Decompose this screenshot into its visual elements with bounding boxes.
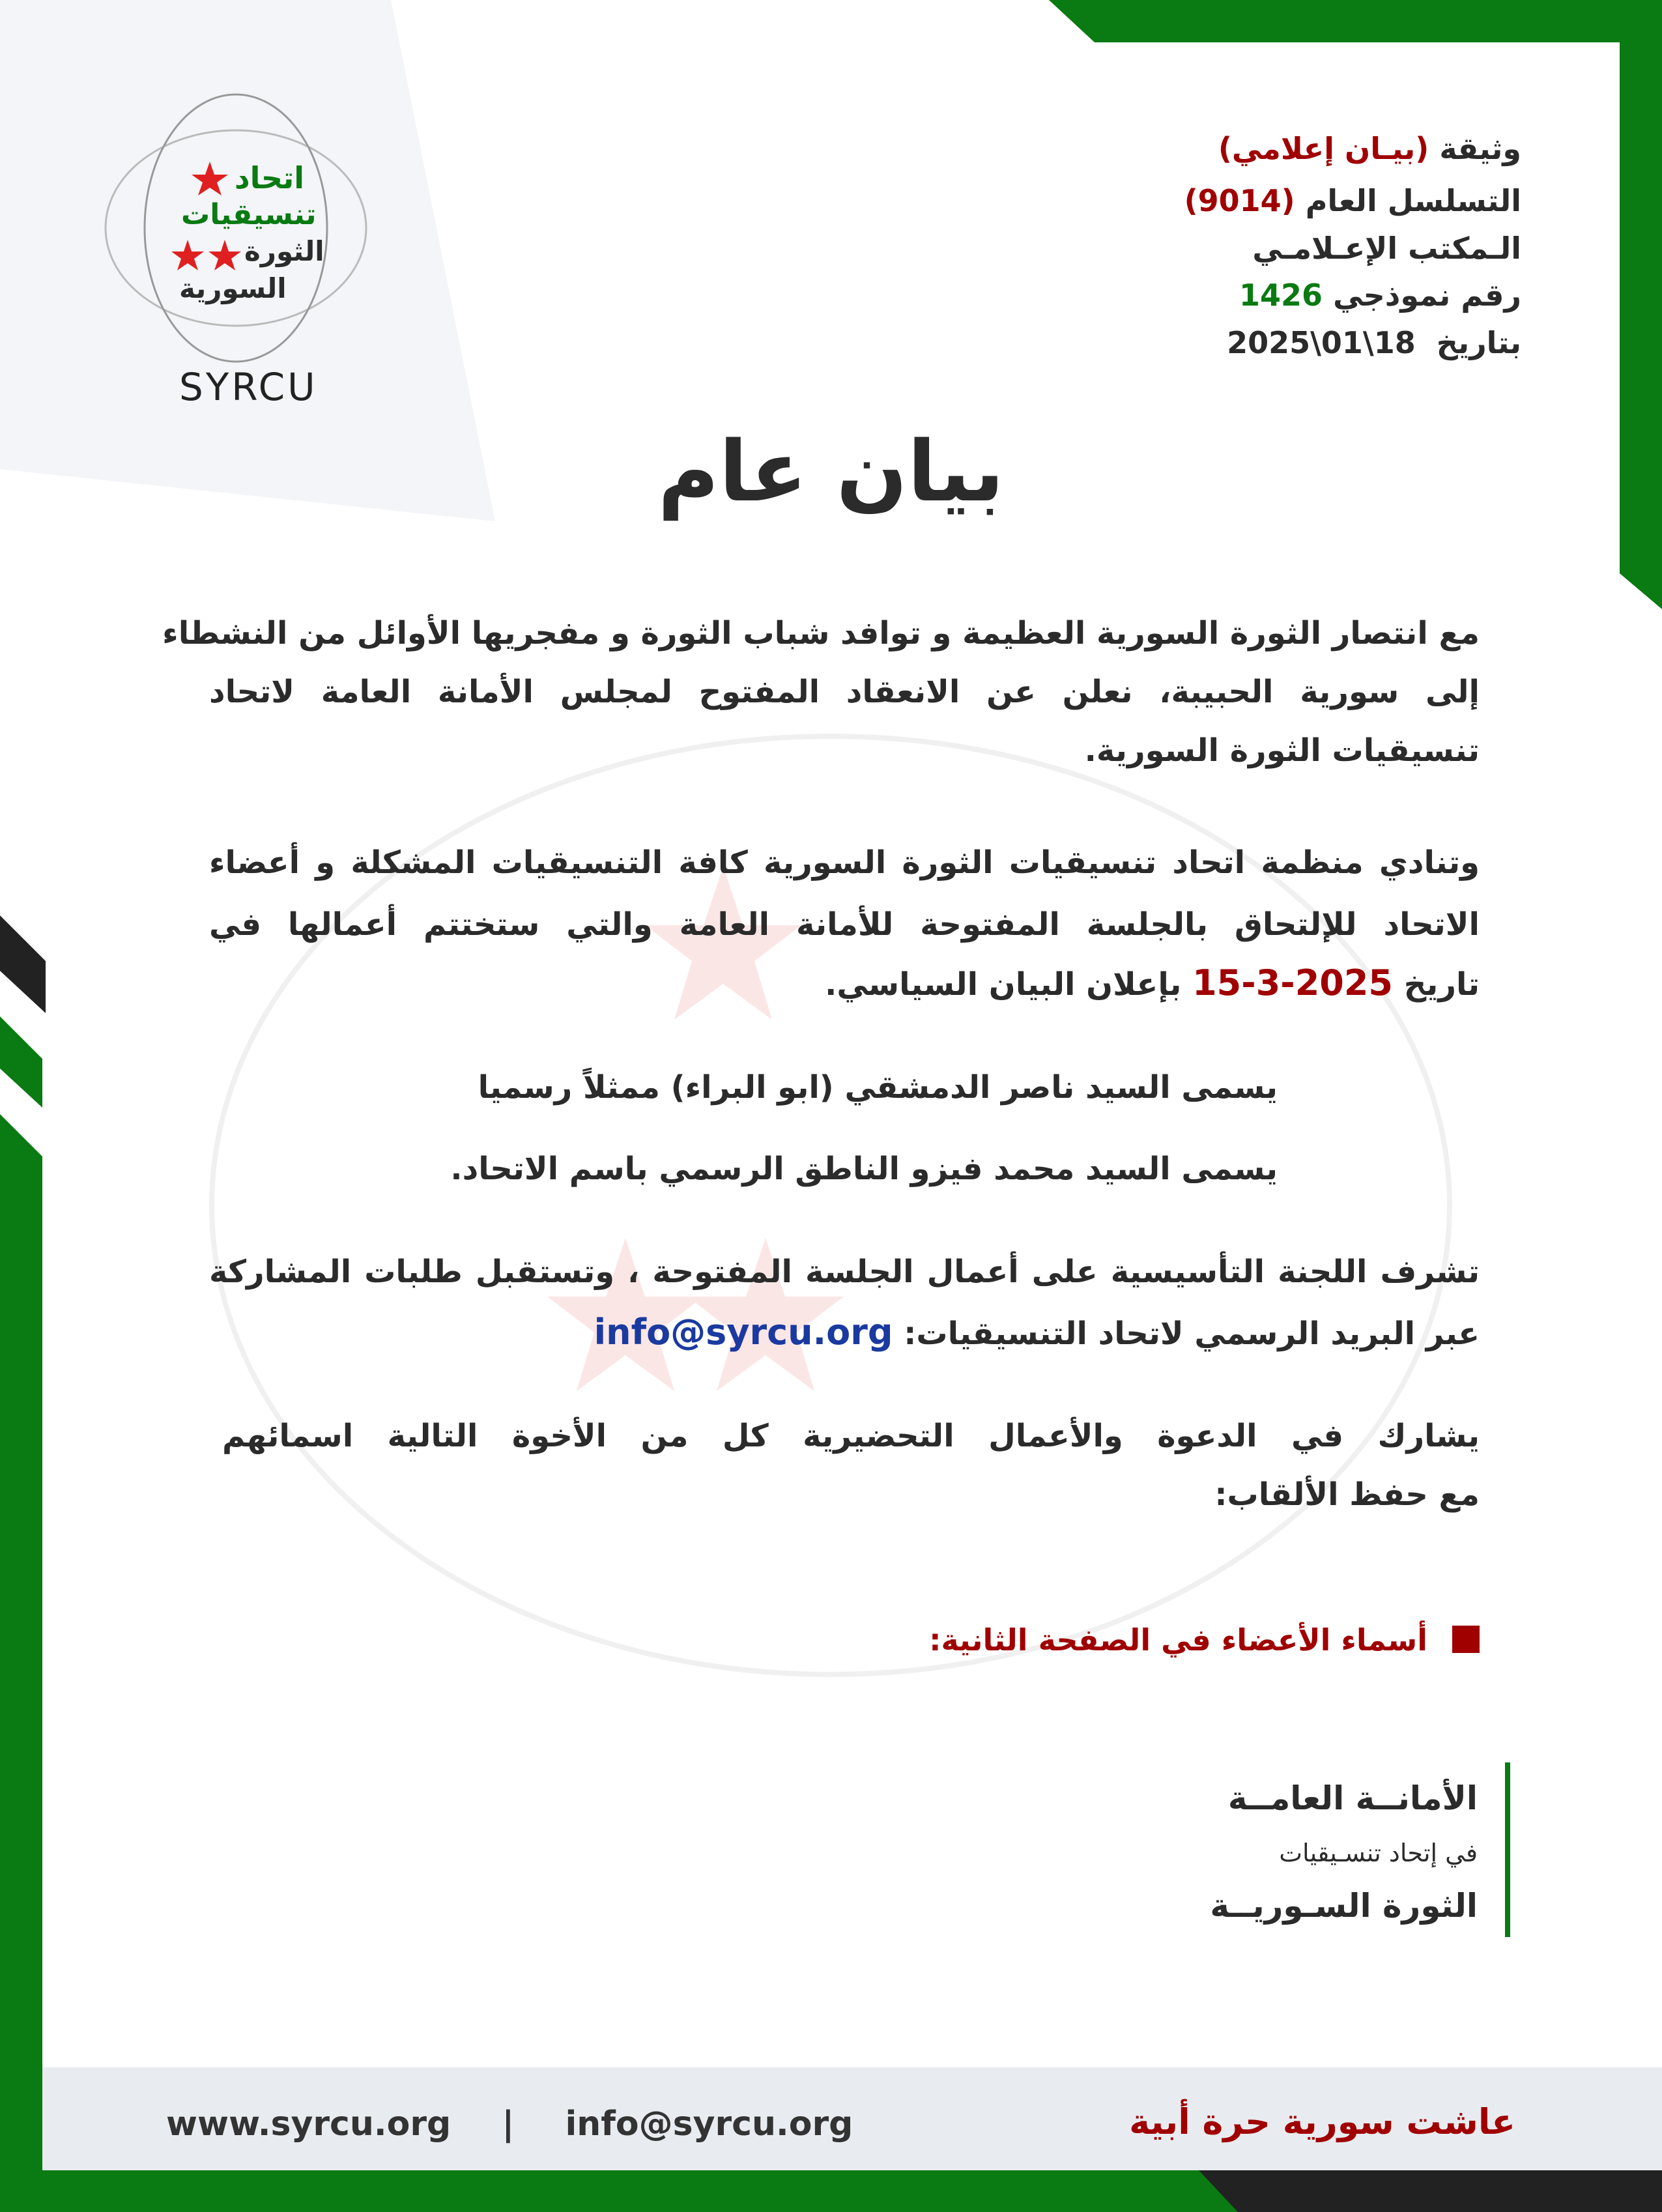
para1-line: تنسيقيات الثورة السورية. [1084,732,1480,769]
footer-website-link[interactable]: www.syrcu.org [166,2104,451,2144]
logo-line-1: اتحاد [235,160,305,195]
doc-type: (بيـان إعلامي) [1218,131,1429,166]
logo-line-2: تنسيقيات [181,198,317,231]
form-line [1239,278,1521,313]
form-value: 1426 [1239,278,1323,313]
left-green-band [0,1114,42,2170]
top-green-band [1049,0,1662,42]
named-representative: يسمى السيد ناصر الدمشقي (ابو البراء) ممثلاً رسميا [478,1069,1278,1106]
para4-line: مع حفظ الألقاب: [1214,1476,1480,1513]
footer-contacts [166,2104,853,2144]
form-label: رقم نموذجي [1333,278,1521,313]
para2-line: وتنادي منظمة اتحاد تنسيقيات الثورة السورية كافة التنسيقيات المشكلة و أعضاء [209,844,1480,881]
para3-line: تشرف اللجنة التأسيسية على أعمال الجلسة المفتوحة ، وتستقبل طلبات المشاركة [209,1254,1480,1290]
right-green-band [1620,42,1662,609]
page-title: بيان عام [657,424,1005,521]
date-label: بتاريخ [1436,325,1521,360]
serial-label: التسلسل العام [1305,183,1521,218]
logo-star-icon [171,240,204,270]
signature-line-2: في إتحاد تنسـيقيات [1279,1839,1478,1867]
para2-prefix: تاريخ [1403,966,1480,1003]
members-note: أسماء الأعضاء في الصفحة الثانية: [929,1622,1427,1658]
left-black-stripe [0,915,46,1013]
signature-line-3: الثورة السـوريــة [1210,1887,1478,1925]
logo-star-icon [192,162,228,195]
signature-divider [1505,1762,1510,1937]
para2-suffix: بإعلان البيان السياسي. [825,966,1182,1003]
left-green-stripe [0,1016,42,1108]
para3-line [209,1312,1480,1353]
serial-value: (9014) [1184,183,1295,218]
contact-email-link[interactable]: info@syrcu.org [594,1312,893,1353]
logo-line-4: السورية [179,272,287,304]
bottom-black-band [1199,2170,1662,2212]
para2-line [209,962,1480,1003]
logo-caption: SYRCU [179,365,318,409]
serial-line [1184,183,1521,218]
event-date: 2025-3-15 [1192,962,1393,1003]
office-line: الـمكتب الإعـلامـي [1252,231,1521,266]
named-spokesperson: يسمى السيد محمد فيزو الناطق الرسمي باسم الاتحاد. [450,1151,1278,1187]
doc-type-line [1218,131,1521,166]
doc-label: وثيقة [1439,131,1521,166]
logo-star-icon [208,240,241,270]
para1-line: مع انتصار الثورة السورية العظيمة و توافد شباب الثورة و مفجريها الأوائل من النشطاء [162,615,1480,652]
date-value: 2025\01\18 [1227,325,1416,360]
date-line [1227,325,1521,360]
para3-text: عبر البريد الرسمي لاتحاد التنسيقيات: [904,1315,1480,1352]
para2-line: الاتحاد للإلتحاق بالجلسة المفتوحة للأمانة العامة والتي ستختتم أعمالها في [209,906,1480,943]
footer-separator: | [502,2104,515,2144]
footer-email-link[interactable]: info@syrcu.org [565,2104,853,2144]
bullet-square-icon [1452,1626,1480,1653]
signature-line-1: الأمانــة العامــة [1227,1779,1478,1817]
para4-line: يشارك في الدعوة والأعمال التحضيرية كل من الأخوة التالية اسمائهم [222,1418,1480,1454]
logo-line-3: الثورة [244,235,324,267]
logo [98,91,371,417]
para1-line: إلى سورية الحبيبة، نعلن عن الانعقاد المفتوح لمجلس الأمانة العامة لاتحاد [209,674,1480,710]
footer-slogan: عاشت سورية حرة أبية [1129,2101,1515,2142]
